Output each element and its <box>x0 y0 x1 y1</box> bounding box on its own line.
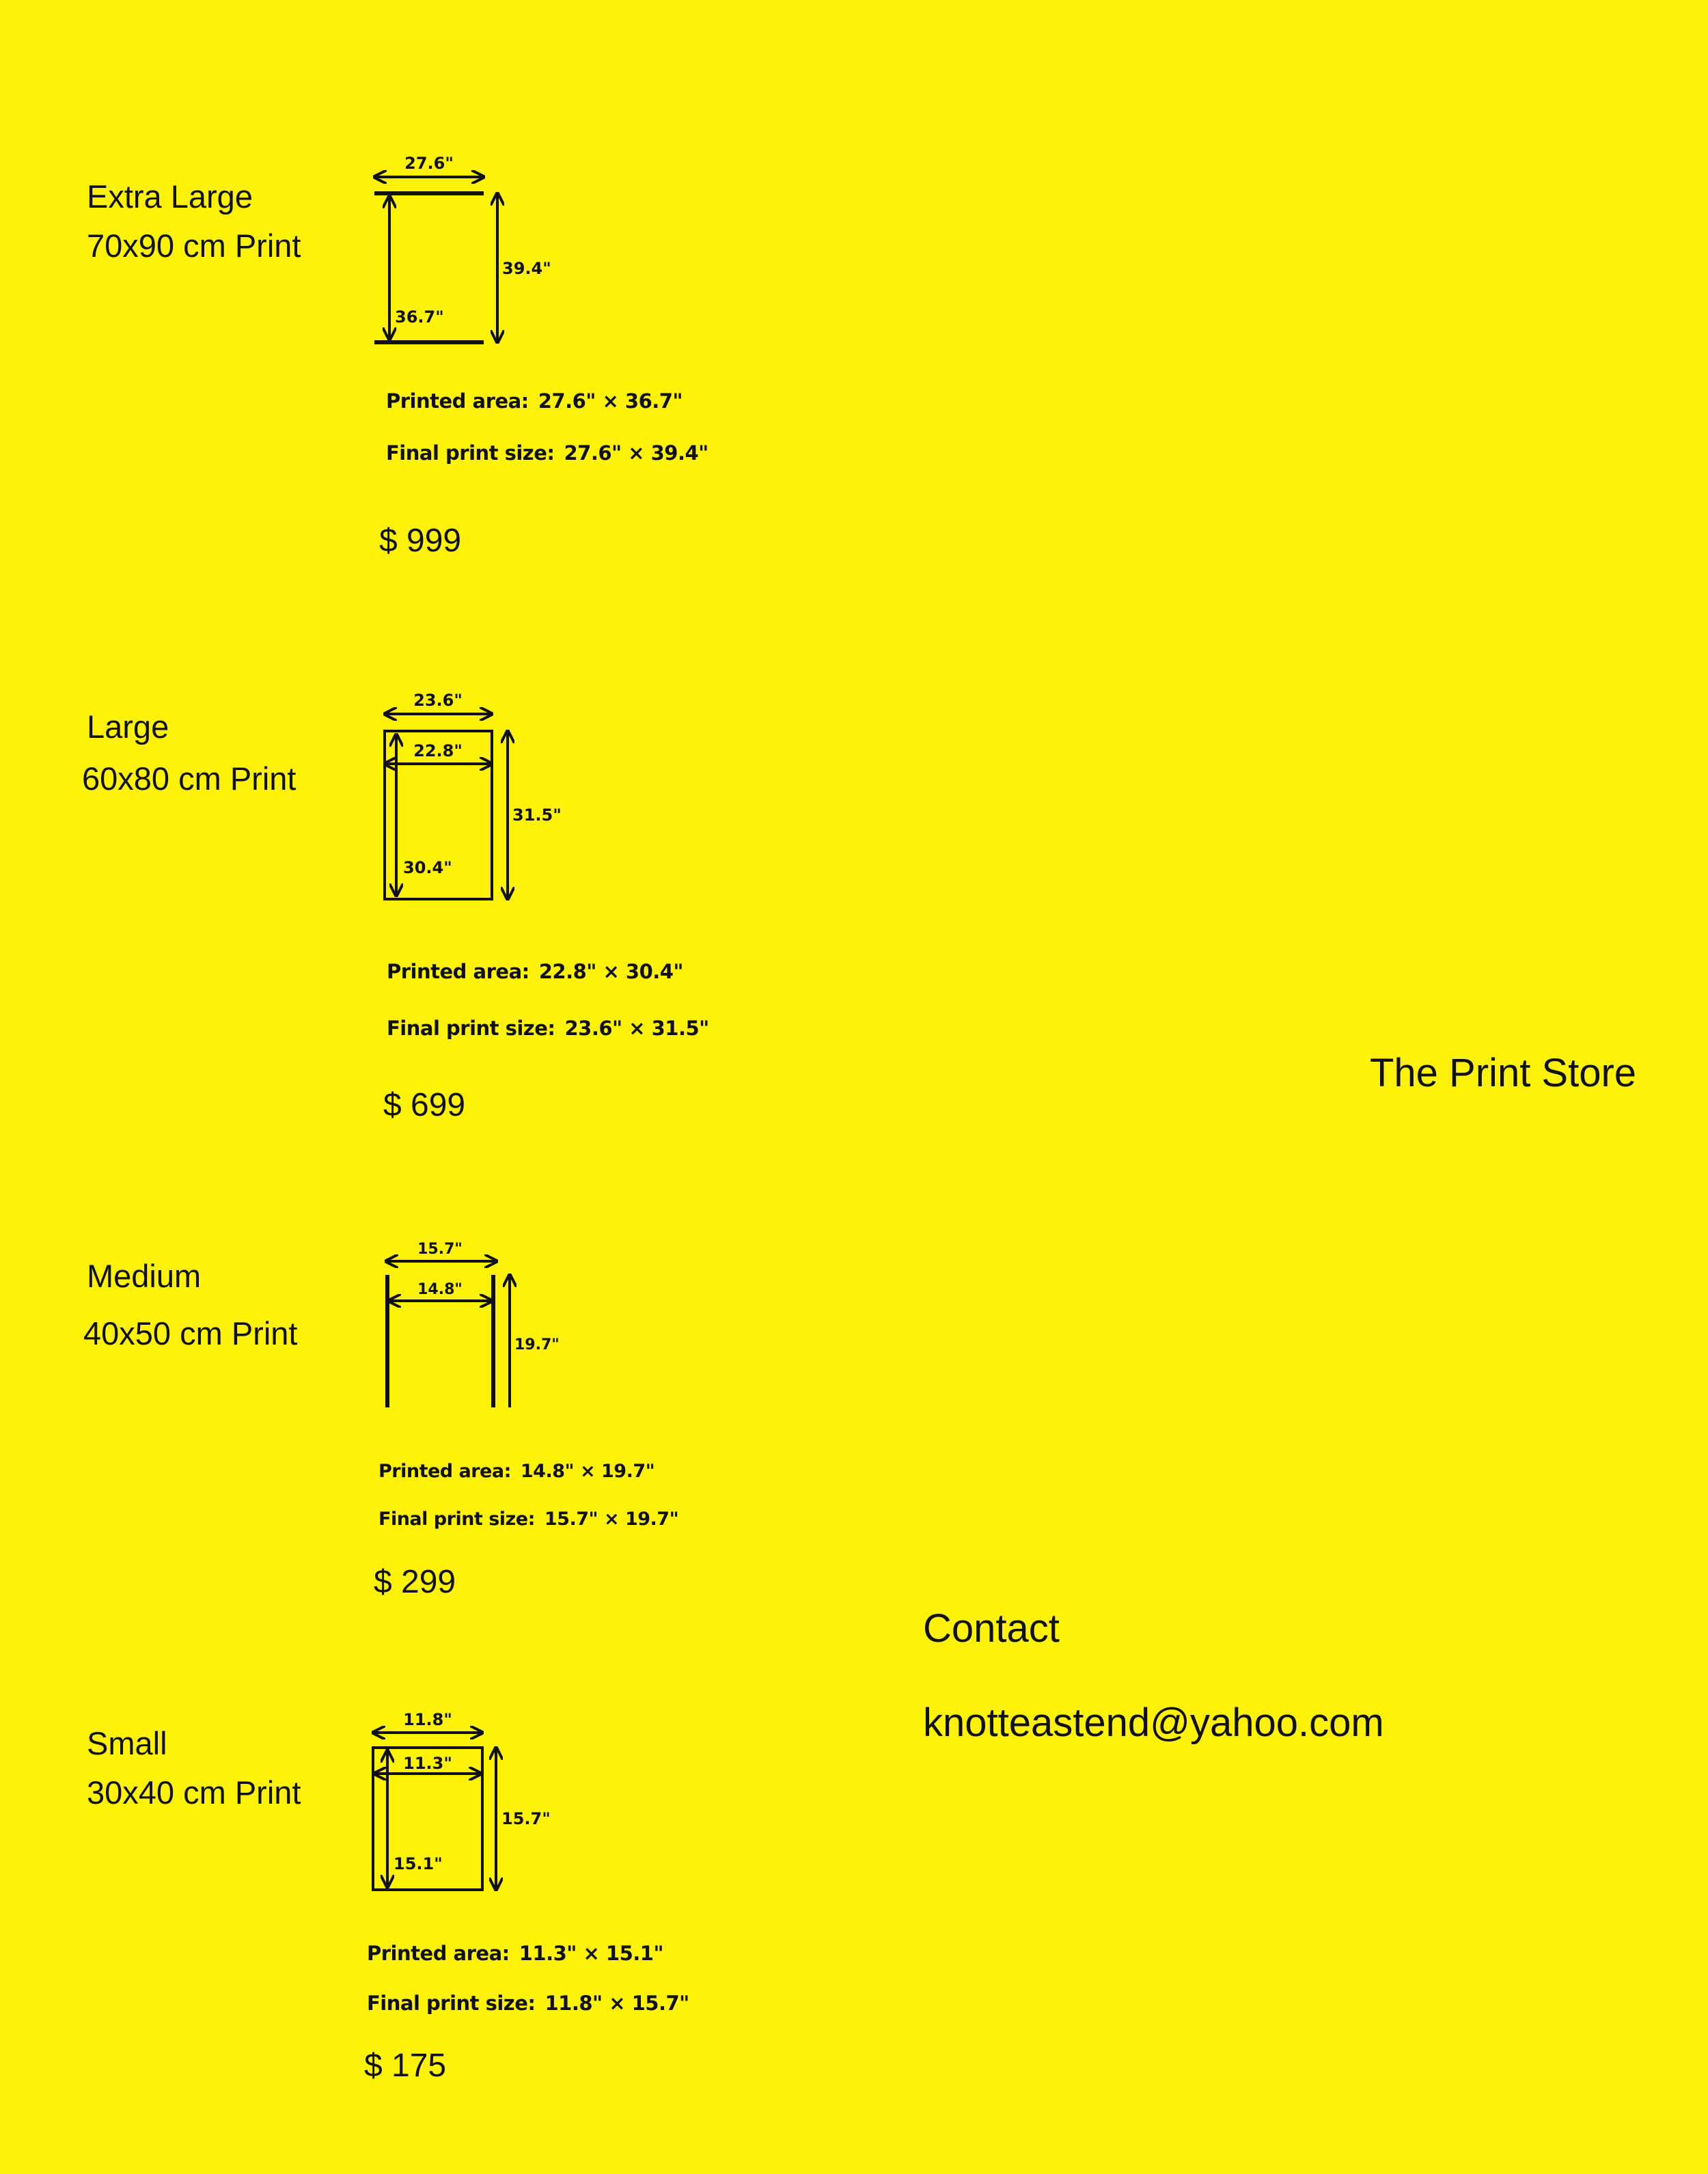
inner-width-label: 22.8" <box>413 741 463 760</box>
size-dims-l: 60x80 cm Print <box>82 760 297 797</box>
price-s: $ 175 <box>364 2048 447 2084</box>
size-name-m: Medium <box>87 1258 202 1294</box>
final-size-label: Final print size: <box>367 1992 536 2015</box>
store-name: The Print Store <box>1370 1051 1637 1095</box>
diagram-l <box>372 687 577 912</box>
size-dims-s: 30x40 cm Print <box>87 1774 301 1811</box>
printed-area-value: 11.3" × 15.1" <box>519 1942 664 1965</box>
price-m: $ 299 <box>374 1564 456 1600</box>
price-l: $ 699 <box>383 1087 466 1123</box>
width-label: 15.7" <box>417 1241 463 1258</box>
size-name-l: Large <box>87 708 169 745</box>
contact-email-link[interactable]: knotteastend@yahoo.com <box>923 1701 1384 1745</box>
height-label: 15.7" <box>501 1809 551 1828</box>
size-name-xl: Extra Large <box>87 178 253 215</box>
price-xl: $ 999 <box>379 523 462 559</box>
printed-area-xl <box>386 389 683 413</box>
final-size-m <box>378 1509 678 1530</box>
height-label: 39.4" <box>502 259 551 278</box>
final-size-l <box>387 1017 709 1040</box>
inner-height-label: 30.4" <box>403 858 452 877</box>
contact-heading: Contact <box>923 1606 1060 1651</box>
printed-area-label: Printed area: <box>386 389 529 413</box>
final-size-label: Final print size: <box>387 1017 555 1040</box>
printed-area-label: Printed area: <box>378 1461 511 1482</box>
diagram-m <box>372 1237 577 1414</box>
final-size-xl <box>386 441 708 465</box>
width-label: 23.6" <box>413 691 463 710</box>
printed-area-m <box>378 1461 655 1482</box>
size-name-s: Small <box>87 1725 167 1761</box>
size-dims-xl: 70x90 cm Print <box>87 228 301 264</box>
final-size-label: Final print size: <box>386 441 555 465</box>
final-size-value: 27.6" × 39.4" <box>564 441 708 465</box>
final-size-value: 23.6" × 31.5" <box>564 1017 709 1040</box>
printed-area-s <box>367 1942 663 1965</box>
final-size-label: Final print size: <box>378 1509 535 1530</box>
inner-height-label: 15.1" <box>394 1854 443 1873</box>
width-label: 11.8" <box>403 1710 452 1729</box>
printed-area-value: 14.8" × 19.7" <box>520 1461 655 1482</box>
printed-area-l <box>387 960 683 983</box>
size-dims-m: 40x50 cm Print <box>83 1315 298 1351</box>
inner-width-label: 11.3" <box>403 1754 452 1773</box>
final-size-value: 11.8" × 15.7" <box>545 1992 689 2015</box>
diagram-xl <box>362 147 567 352</box>
inner-height-label: 36.7" <box>395 307 444 327</box>
height-label: 31.5" <box>512 806 562 825</box>
inner-width-label: 14.8" <box>417 1281 463 1298</box>
final-size-s <box>367 1992 689 2015</box>
final-size-value: 15.7" × 19.7" <box>544 1509 679 1530</box>
printed-area-value: 27.6" × 36.7" <box>538 389 683 413</box>
width-label: 27.6" <box>404 154 454 173</box>
printed-area-label: Printed area: <box>387 960 529 983</box>
height-label: 19.7" <box>514 1336 560 1353</box>
printed-area-label: Printed area: <box>367 1942 510 1965</box>
diagram-s <box>362 1701 567 1899</box>
printed-area-value: 22.8" × 30.4" <box>538 960 684 983</box>
